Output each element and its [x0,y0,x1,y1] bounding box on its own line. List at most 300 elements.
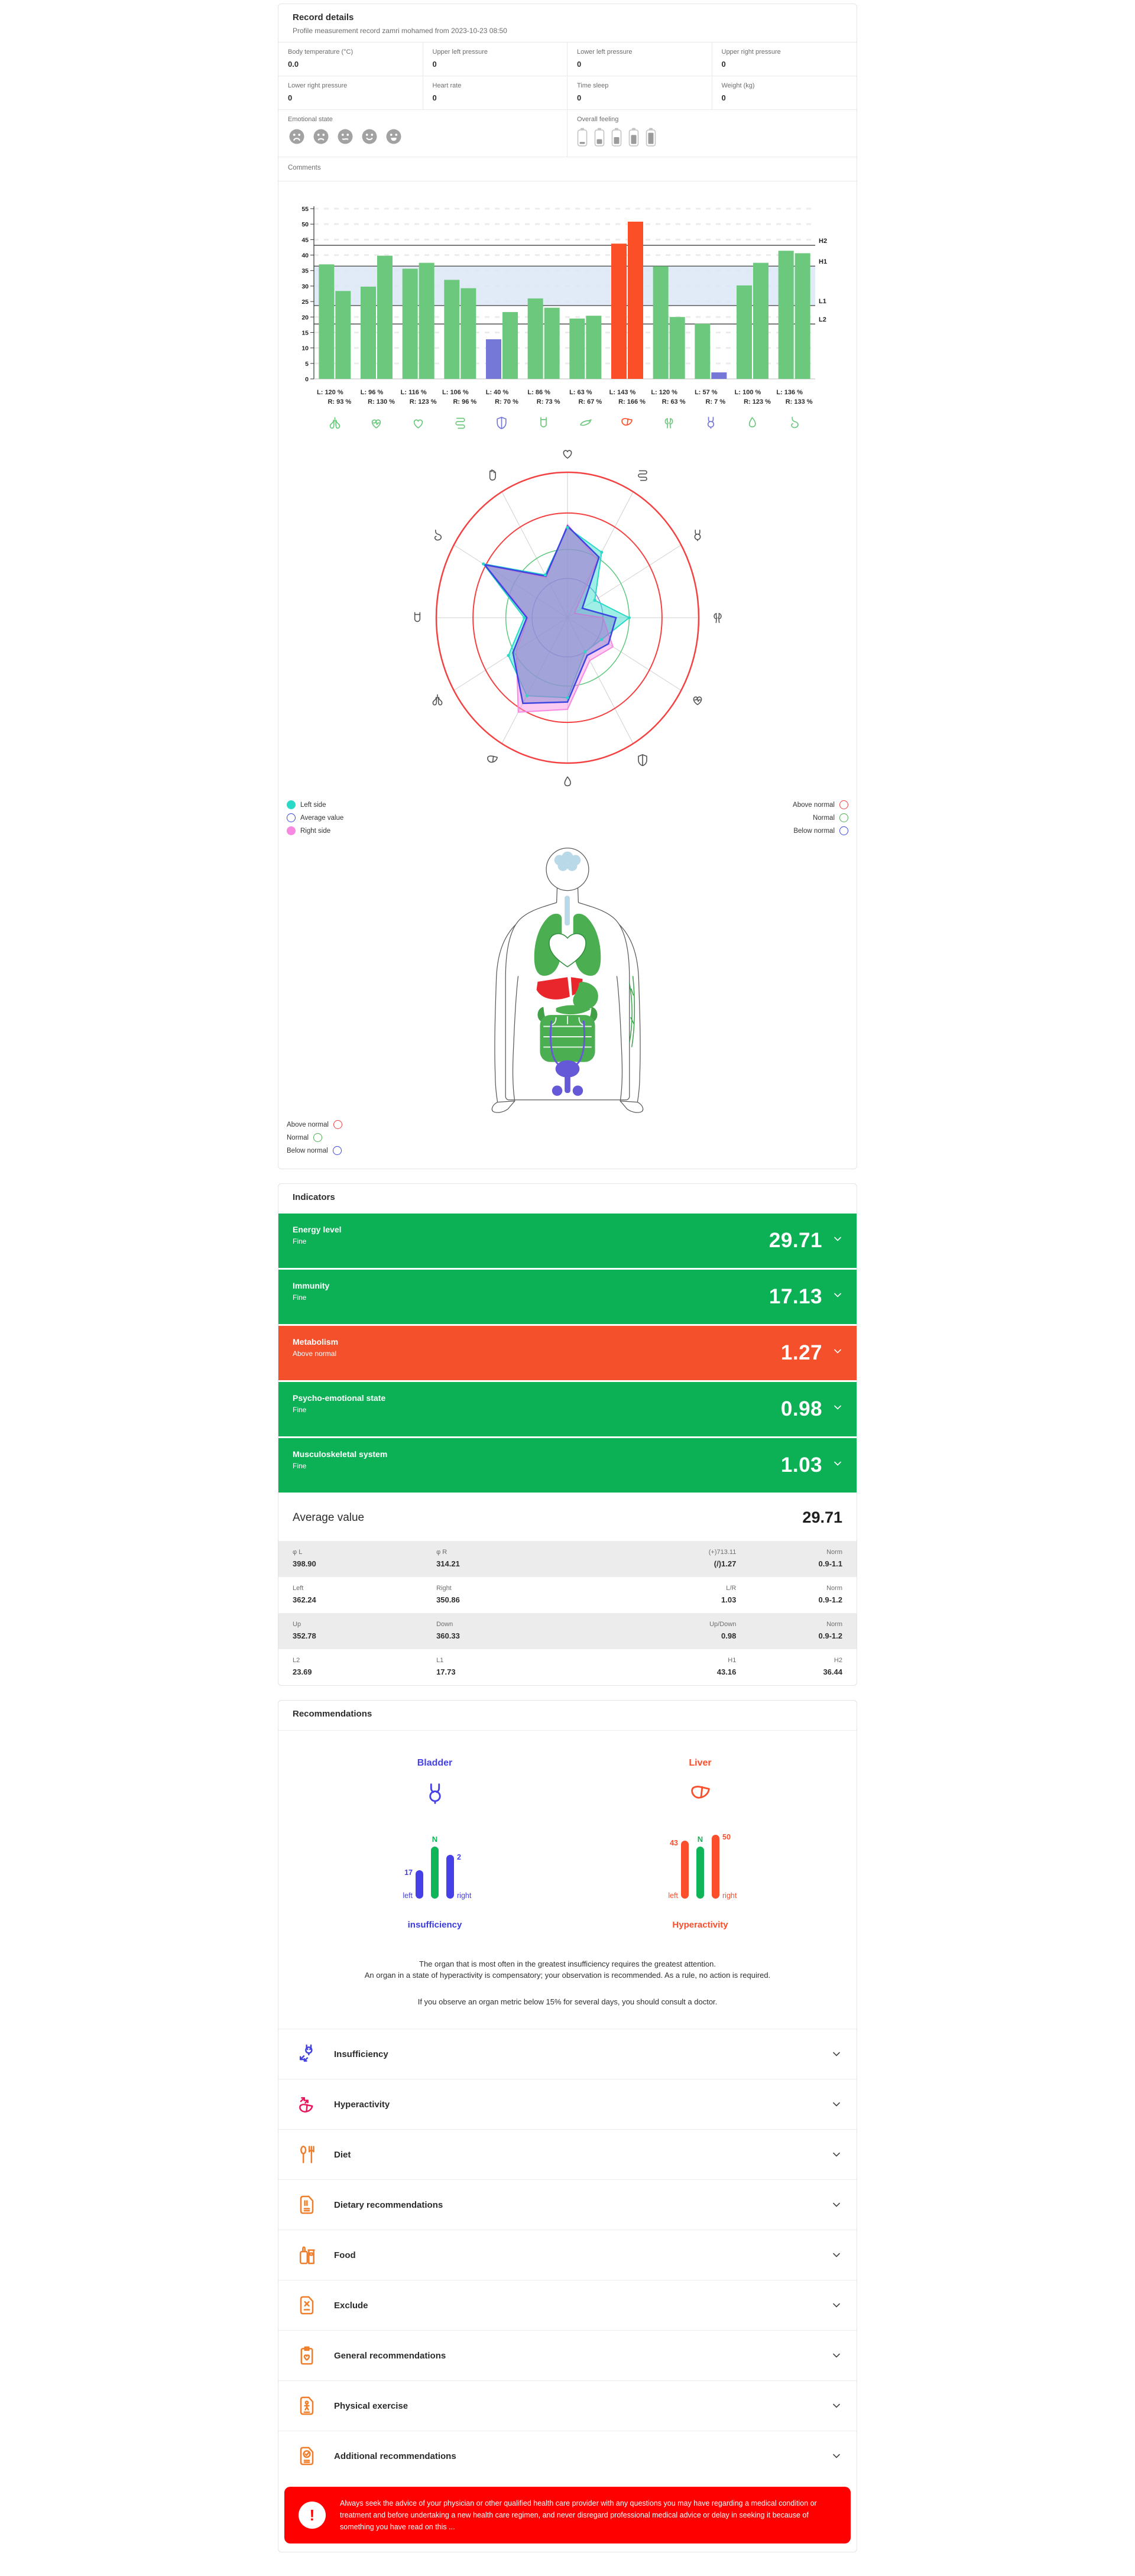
svg-text:35: 35 [301,267,309,275]
accordion-chevron[interactable] [833,2250,840,2260]
body-legend-item [287,1133,369,1142]
metrics-cell [580,1585,736,1604]
lungs-axis-icon [430,692,445,708]
stomach-axis-icon [430,528,445,543]
emotional-state-cell [278,110,568,157]
bar-percent-label [314,389,356,405]
heart-axis-icon [560,446,575,461]
left-percent: L: 136 % [776,389,803,396]
kidneys-icon [710,610,725,625]
recommendation-accordions [278,2029,857,2481]
indicator-name: Psycho-emotional state [293,1393,386,1403]
heart-icon [560,446,575,461]
right-percent: R: 96 % [453,398,477,405]
comments-field[interactable] [278,157,857,181]
norm-bar [696,1835,704,1899]
record-field-label: Upper right pressure [721,48,781,56]
indicator-status: Fine [293,1237,307,1245]
bar-percent-label [732,389,774,405]
record-field-value: 0.0 [288,60,299,69]
legend-swatch [313,1133,322,1142]
intestine-icon [635,468,650,483]
right-percent: R: 73 % [536,398,560,405]
left-percent: L: 100 % [734,389,761,396]
accordion-label: Hyperactivity [334,2099,390,2110]
comments-label: Comments [288,164,321,171]
metric-value: 0.9-1.1 [818,1559,842,1568]
indicator-expand-button[interactable] [834,1346,841,1357]
accordion-chevron[interactable] [833,2199,840,2210]
metric-label: Norm [826,1621,842,1628]
check-doc-icon [295,2444,319,2468]
accordion-label: Dietary recommendations [334,2199,443,2210]
indicators-header [278,1184,857,1214]
right-percent: R: 133 % [785,398,813,405]
chevron-down-icon [833,2052,840,2056]
record-field-value: 0 [577,60,582,69]
metric-value: (/)1.27 [714,1559,737,1568]
recommendations-title: Recommendations [293,1709,372,1719]
bar-percent-label [690,389,732,405]
record-field[interactable] [568,43,712,76]
lungs-category [314,415,356,431]
organ-name: Bladder [417,1758,453,1768]
indicator-row-metabolism[interactable] [278,1326,857,1380]
bladder-icon [703,415,719,431]
right-percent: R: 7 % [705,398,726,405]
right-percent: R: 166 % [618,398,646,405]
organ-state-label: Hyperactivity [672,1920,728,1930]
metric-label: H2 [834,1657,842,1664]
accordion-label: Physical exercise [334,2400,408,2411]
right-label: right [457,1892,472,1900]
colon-icon [536,415,552,431]
lungs-icon [430,692,445,708]
exercise-doc-icon [295,2394,319,2418]
svg-text:50: 50 [301,221,309,229]
legend-swatch [333,1146,342,1155]
metric-label: Norm [826,1585,842,1592]
battery-level-1-icon[interactable] [577,128,588,150]
indicator-expand-button[interactable] [834,1234,841,1244]
legend-item [287,800,343,809]
right-bar [446,1853,472,1900]
indicator-expand-button[interactable] [834,1402,841,1413]
legend-label: Below normal [287,1147,328,1154]
svg-text:15: 15 [301,329,309,337]
indicator-status: Above normal [293,1349,337,1358]
organ-mini-chart [668,1832,737,1900]
right-percent: R: 67 % [578,398,602,405]
record-field-label: Lower right pressure [288,82,348,89]
svg-text:L1: L1 [819,297,826,305]
bar-percent-label [773,389,815,405]
indicator-name: Energy level [293,1225,342,1234]
recommendations-header [278,1701,857,1730]
legend-swatch [287,813,296,822]
metrics-cell [293,1621,436,1640]
pancreas-icon [578,415,594,431]
accordion-chevron[interactable] [833,2099,840,2110]
heart-pulse-axis-icon [690,692,705,708]
shield-axis-icon [635,752,650,768]
indicator-expand-button[interactable] [834,1290,841,1300]
accordion-insufficiency[interactable] [278,2029,857,2079]
accordion-chevron[interactable] [833,2149,840,2160]
sad-face-icon[interactable] [312,128,330,148]
hyperactivity-icon [295,2092,319,2116]
accordion-label: Exclude [334,2300,368,2311]
record-field-value: 0 [721,60,726,69]
chevron-down-icon [834,1349,841,1354]
record-field[interactable] [278,43,423,76]
metrics-cell [736,1549,842,1568]
liver-organ [537,977,570,1000]
intestine-axis-icon [635,468,650,483]
overall-feeling-cell [568,110,857,157]
recommendations-card [278,1700,857,2552]
emotional-state-picker[interactable] [288,128,557,148]
average-value: 29.71 [802,1508,842,1526]
record-field-label: Upper left pressure [432,48,488,56]
right-value: 2 [457,1853,461,1861]
metrics-cell [580,1549,736,1568]
indicator-value: 1.03 [780,1454,822,1477]
metric-label: L2 [293,1657,300,1664]
note-line: The organ that is most often in the greatest insufficiency requires the greatest attention. [419,1959,716,1968]
happy-face-icon[interactable] [361,128,378,148]
bar-percent-labels [314,389,815,405]
gallbladder-axis-icon [560,774,575,790]
legend-swatch [839,813,848,822]
bladder-axis-icon [690,528,705,543]
intestine-icon [452,415,468,431]
right-label: right [722,1892,737,1900]
radar-legends [278,791,857,841]
right-percent: R: 93 % [327,398,352,405]
accordion-physical-exercise[interactable] [278,2380,857,2431]
metric-value: 23.69 [293,1667,312,1676]
accordion-chevron[interactable] [833,2300,840,2311]
chevron-down-icon [833,2403,840,2408]
indicator-row-musculoskeletal-system[interactable] [278,1438,857,1493]
left-percent: L: 57 % [695,389,718,396]
gallbladder-category [732,415,774,431]
legend-swatch [287,800,296,809]
accordion-general-recommendations[interactable] [278,2330,857,2380]
record-field[interactable] [423,76,568,110]
indicators-title: Indicators [293,1192,335,1202]
record-field[interactable] [568,76,712,110]
legend-item [287,813,343,822]
right-percent: R: 123 % [409,398,437,405]
emotional-state-label: Emotional state [288,116,333,123]
metric-value: 36.44 [823,1667,842,1676]
legend-label: Normal [812,814,835,822]
metrics-cell [580,1621,736,1640]
arm-veins [630,976,635,1047]
legend-label: Below normal [793,827,835,835]
battery-level-5-icon[interactable] [646,128,656,150]
legend-swatch [287,826,296,835]
cutlery-icon [295,2143,319,2166]
liver-icon [687,1780,714,1808]
svg-text:0: 0 [305,376,309,383]
svg-text:30: 30 [301,283,309,290]
left-percent: L: 86 % [527,389,550,396]
metric-value: 1.03 [721,1595,737,1604]
chevron-down-icon [833,2102,840,2107]
left-value: 43 [670,1839,678,1847]
left-percent: L: 96 % [360,389,384,396]
body-diagram [278,841,857,1114]
intestine-category [439,415,481,431]
bar-percent-label [648,389,690,405]
metrics-table-row [278,1649,857,1685]
metric-value: 17.73 [436,1667,456,1676]
metric-label: L/R [726,1585,737,1592]
metric-value: 350.86 [436,1595,460,1604]
indicator-value: 0.98 [780,1397,822,1420]
accordion-chevron[interactable] [833,2400,840,2411]
metric-label: Up [293,1621,301,1628]
stomach-category [773,415,815,431]
metric-value: 43.16 [716,1667,737,1676]
colon-category [523,415,565,431]
left-bar [668,1839,689,1900]
bar-organ-icons [314,415,815,431]
norm-label: N [697,1835,703,1844]
bar-percent-label [607,389,648,405]
very-sad-face-icon[interactable] [288,128,306,148]
bar-percent-label [523,389,565,405]
record-details-card [278,4,857,1169]
liver-icon [485,752,500,768]
left-percent: L: 63 % [569,389,592,396]
chevron-down-icon [833,2454,840,2458]
metric-label: Up/Down [709,1621,737,1628]
accordion-exclude[interactable] [278,2280,857,2330]
trachea-organ [565,896,570,925]
metric-label: Down [436,1621,453,1628]
svg-text:55: 55 [301,206,309,213]
right-percent: R: 123 % [744,398,771,405]
very-happy-face-icon[interactable] [385,128,403,148]
record-field-value: 0 [432,93,437,102]
metric-label: Right [436,1585,452,1592]
battery-level-3-icon[interactable] [611,128,622,150]
metric-value: 352.78 [293,1631,316,1640]
note-line: An organ in a state of hyperactivity is compensatory; your observation is recommended. As a rule, no action is required. [364,1971,771,1980]
metric-label: Norm [826,1549,842,1556]
record-field-label: Body temperature (°C) [288,48,354,56]
insufficiency-icon [295,2042,319,2066]
left-percent: L: 40 % [485,389,509,396]
accordion-diet[interactable] [278,2129,857,2179]
metrics-cell [293,1549,436,1568]
chevron-down-icon [834,1461,841,1466]
metric-value: 398.90 [293,1559,316,1568]
record-field[interactable] [278,76,423,110]
metric-value: 0.9-1.2 [818,1595,842,1604]
diet-doc-icon [295,2193,319,2217]
metrics-cell [736,1657,842,1676]
metric-label: φ L [293,1549,303,1556]
svg-text:H2: H2 [819,237,828,245]
accordion-hyperactivity[interactable] [278,2079,857,2129]
kidneys-icon [661,415,677,431]
indicator-value: 17.13 [768,1285,822,1308]
right-value: 50 [722,1833,731,1841]
exclamation-icon: ! [299,2502,326,2529]
svg-text:5: 5 [305,360,309,368]
record-field-value: 0 [288,93,293,102]
accordion-label: Additional recommendations [334,2451,456,2461]
indicator-expand-button[interactable] [834,1458,841,1469]
metric-label: L1 [436,1657,444,1664]
record-feelings-row [278,110,857,157]
body-legend-item [287,1146,369,1155]
svg-text:L2: L2 [819,316,826,324]
liver-category [607,415,648,431]
food-icon [295,2243,319,2267]
organ-bar-chart [293,202,842,386]
indicator-list [278,1214,857,1493]
left-bar [403,1868,423,1900]
accordion-chevron[interactable] [833,2350,840,2361]
metrics-cell [580,1657,736,1676]
metrics-cell [436,1585,580,1604]
record-details-header [278,4,857,42]
left-value: 17 [404,1868,413,1877]
battery-level-4-icon[interactable] [628,128,639,150]
metric-label: (+)713.11 [708,1549,737,1556]
bar-percent-label [439,389,481,405]
liver-axis-icon [485,752,500,768]
record-details-subtitle: Profile measurement record zamri mohamed from 2023-10-23 08:50 [293,27,507,35]
record-field[interactable] [712,76,857,110]
organ-state-label: insufficiency [407,1920,462,1930]
chevron-down-icon [833,2253,840,2257]
left-percent: L: 116 % [400,389,427,396]
metric-value: 314.21 [436,1559,460,1568]
record-field-value: 0 [721,93,726,102]
record-fields-grid [278,42,857,110]
accordion-additional-recommendations[interactable] [278,2431,857,2481]
accordion-label: Insufficiency [334,2049,388,2059]
note-line: If you observe an organ metric below 15% for several days, you should consult a doctor. [417,1997,718,2006]
left-percent: L: 120 % [651,389,677,396]
left-label: left [668,1892,678,1900]
chevron-down-icon [834,1405,841,1410]
legend-item [793,813,848,822]
body-legend-item [287,1120,369,1129]
accordion-label: Diet [334,2149,351,2160]
chevron-down-icon [833,2152,840,2157]
body-diagram-svg [470,844,665,1114]
clipboard-icon [295,2344,319,2367]
legend-label: Above normal [793,801,835,809]
record-field[interactable] [712,43,857,76]
right-percent: R: 63 % [661,398,686,405]
bladder-category [690,415,732,431]
stomach-icon [430,528,445,543]
accordion-chevron[interactable] [833,2451,840,2461]
left-percent: L: 143 % [609,389,636,396]
medical-disclaimer-text: Always seek the advice of your physician or other qualified health care provider with any questions you may have regarding a medical condition or treatment and before undertaking a new health care regimen, and never disregard professional medical advice or delay in seeking it because of something you have read on this ... [340,2499,817,2531]
organ-bar-chart-section [278,181,857,436]
hand-axis-icon [485,468,500,483]
wry-face-icon[interactable] [336,128,354,148]
heart-pulse-icon [368,415,384,431]
stomach-icon [786,415,802,431]
shield-icon [494,415,510,431]
bar-percent-label [356,389,398,405]
bladder-panel [302,1758,568,1930]
indicator-row-energy-level[interactable] [278,1214,857,1268]
heart-pulse-category [356,415,398,431]
shield-category [481,415,523,431]
heart-category [397,415,439,431]
body-legend [278,1114,857,1169]
indicators-card [278,1183,857,1686]
heart-icon [410,415,426,431]
chevron-down-icon [833,2353,840,2358]
record-field-value: 0 [432,60,437,69]
indicator-value: 29.71 [768,1229,822,1252]
battery-level-2-icon[interactable] [594,128,605,150]
metrics-cell [436,1621,580,1640]
kidneys-category [648,415,690,431]
chevron-down-icon [834,1237,841,1241]
legend-item [793,800,848,809]
legend-label: Above normal [287,1121,329,1128]
record-field-label: Lower left pressure [577,48,633,56]
right-bar [712,1833,737,1900]
legend-label: Average value [300,814,344,822]
metric-label: H1 [728,1657,737,1664]
overall-feeling-picker[interactable] [577,128,847,150]
accordion-dietary-recommendations[interactable] [278,2179,857,2230]
average-value-row [278,1494,857,1541]
accordion-chevron[interactable] [833,2049,840,2059]
indicator-row-psycho-emotional-state[interactable] [278,1382,857,1436]
metrics-table [278,1541,857,1685]
record-field[interactable] [423,43,568,76]
brain-organ [554,852,581,871]
svg-text:H1: H1 [819,258,828,266]
indicator-row-immunity[interactable] [278,1270,857,1324]
record-field-value: 0 [577,93,582,102]
legend-swatch [839,826,848,835]
chevron-down-icon [834,1293,841,1297]
record-field-label: Time sleep [577,82,609,89]
bladder-icon [690,528,705,543]
legend-swatch [333,1120,342,1129]
lungs-icon [327,415,343,431]
metric-label: Left [293,1585,304,1592]
metrics-cell [293,1585,436,1604]
metrics-table-row [278,1613,857,1649]
accordion-food[interactable] [278,2230,857,2280]
chevron-down-icon [833,2202,840,2207]
norm-label: N [432,1835,438,1844]
left-percent: L: 106 % [442,389,469,396]
bar-percent-label [481,389,523,405]
chevron-down-icon [833,2303,840,2308]
radar-legend-series [287,796,343,839]
exclude-doc-icon [295,2293,319,2317]
